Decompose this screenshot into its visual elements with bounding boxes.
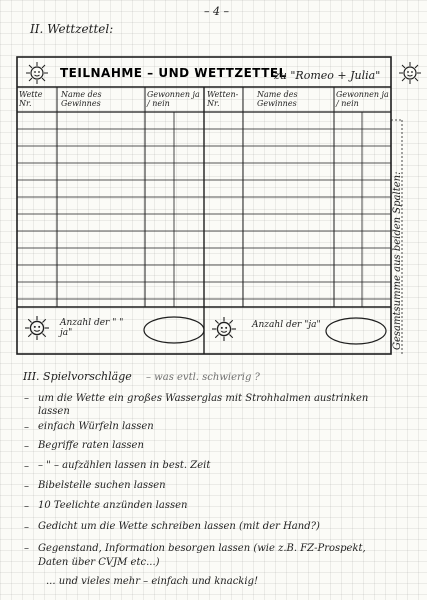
section-note: – was evtl. schwierig ?: [146, 372, 260, 383]
ticket-title: TEILNAHME – UND WETTZETTEL: [60, 66, 287, 80]
bullet-dash: –: [24, 543, 29, 554]
list-item: um die Wette ein großes Wasserglas mit Strohhalmen austrinken lassen: [38, 393, 369, 417]
list-item: einfach Würfeln lassen: [38, 421, 154, 432]
bullet-dash: –: [24, 422, 29, 433]
bullet-dash: –: [24, 501, 29, 512]
sun-face-icon: [212, 317, 236, 341]
header-wette-nr-right: Wetten-Nr.: [207, 90, 239, 108]
bullet-dash: –: [24, 522, 29, 533]
list-item: ... und vieles mehr – einfach und knackig!: [46, 576, 258, 587]
sun-face-icon: [399, 62, 421, 84]
list-item: – " – aufzählen lassen in best. Zeit: [38, 460, 211, 471]
header-gewinn-left: Name des Gewinnes: [61, 90, 102, 108]
section-title-wettzettel: II. Wettzettel:: [30, 22, 114, 36]
ticket-subtitle: zu "Romeo + Julia": [274, 69, 381, 82]
list-item: Gegenstand, Information besorgen lassen (wie z.B. FZ-Prospekt, Daten über CVJM etc...): [38, 543, 366, 568]
header-gewonnen-left: Gewonnen ja / nein: [147, 90, 200, 108]
count-label-left: Anzahl der " " ja": [60, 318, 124, 338]
sun-face-icon: [25, 316, 49, 340]
bullet-dash: –: [24, 481, 29, 492]
list-item: Begriffe raten lassen: [38, 440, 144, 451]
section-title-spielvorschlaege: III. Spielvorschläge: [23, 370, 132, 383]
list-item: Gedicht um die Wette schreiben lassen (mit der Hand?): [38, 521, 320, 532]
total-sum-label: Gesamtsumme aus beiden Spalten:: [392, 171, 403, 350]
page-number: – 4 –: [204, 5, 229, 18]
header-wette-nr-left: Wette Nr.: [19, 90, 43, 108]
header-gewinn-right: Name des Gewinnes: [257, 90, 298, 108]
sun-face-icon: [26, 62, 48, 84]
list-item: 10 Teelichte anzünden lassen: [38, 500, 188, 511]
header-gewonnen-right: Gewonnen ja / nein: [336, 90, 389, 108]
bullet-dash: –: [24, 441, 29, 452]
count-label-right: Anzahl der "ja": [252, 320, 321, 330]
bullet-dash: –: [24, 393, 29, 404]
list-item: Bibelstelle suchen lassen: [38, 480, 166, 491]
bullet-dash: –: [24, 461, 29, 472]
